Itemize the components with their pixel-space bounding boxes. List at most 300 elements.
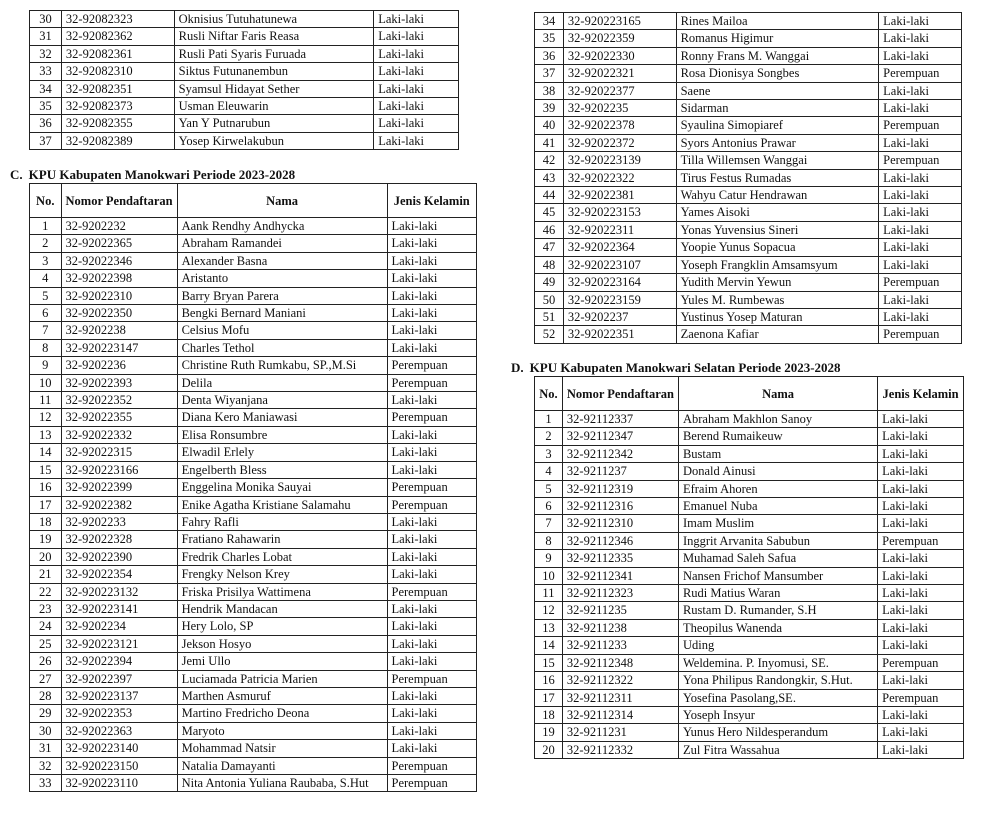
cell-no: 37 <box>535 65 564 82</box>
cell-nama: Sidarman <box>676 100 879 117</box>
cell-jenis-kelamin: Laki-laki <box>879 291 962 308</box>
cell-nomor-pendaftaran: 32-920223139 <box>563 152 676 169</box>
cell-jenis-kelamin: Laki-laki <box>374 45 459 62</box>
table-row <box>30 496 477 513</box>
cell-nomor-pendaftaran: 32-92022352 <box>61 392 177 409</box>
cell-nomor-pendaftaran: 32-92022353 <box>61 705 177 722</box>
table-row <box>535 619 964 636</box>
cell-jenis-kelamin: Laki-laki <box>374 80 459 97</box>
cell-nomor-pendaftaran: 32-92112346 <box>562 532 678 549</box>
cell-nomor-pendaftaran: 32-92022372 <box>563 134 676 151</box>
cell-no: 8 <box>535 532 563 549</box>
cell-jenis-kelamin: Laki-laki <box>387 635 477 652</box>
cell-nama: Denta Wiyanjana <box>177 392 387 409</box>
table-row <box>30 218 477 235</box>
cell-nama: Delila <box>177 374 387 391</box>
cell-nomor-pendaftaran: 32-920223107 <box>563 256 676 273</box>
cell-nama: Hendrik Mandacan <box>177 600 387 617</box>
cell-jenis-kelamin: Laki-laki <box>879 239 962 256</box>
cell-nomor-pendaftaran: 32-92112332 <box>562 741 678 758</box>
cell-jenis-kelamin: Laki-laki <box>387 687 477 704</box>
cell-nama: Nita Antonia Yuliana Raubaba, S.Hut <box>177 775 387 792</box>
cell-nomor-pendaftaran: 32-920223132 <box>61 583 177 600</box>
cell-no: 13 <box>535 619 563 636</box>
cell-nomor-pendaftaran: 32-92112341 <box>562 567 678 584</box>
cell-nomor-pendaftaran: 32-92022365 <box>61 235 177 252</box>
cell-nomor-pendaftaran: 32-92022363 <box>61 722 177 739</box>
table-row <box>535 274 962 291</box>
cell-nama: Theopilus Wanenda <box>678 619 877 636</box>
cell-nomor-pendaftaran: 32-92022330 <box>563 47 676 64</box>
table-row <box>535 515 964 532</box>
cell-nomor-pendaftaran: 32-9211231 <box>562 724 678 741</box>
table-row <box>30 687 477 704</box>
cell-nama: Saene <box>676 82 879 99</box>
cell-no: 10 <box>30 374 62 391</box>
table-row <box>535 256 962 273</box>
cell-jenis-kelamin: Perempuan <box>387 775 477 792</box>
table-row <box>535 654 964 671</box>
section-c-letter: C. <box>10 167 23 182</box>
cell-no: 15 <box>30 461 62 478</box>
table-row <box>30 461 477 478</box>
header-nomor: Nomor Pendaftaran <box>61 184 177 218</box>
cell-nama: Yonas Yuvensius Sineri <box>676 221 879 238</box>
cell-jenis-kelamin: Laki-laki <box>387 600 477 617</box>
cell-nama: Fahry Rafli <box>177 513 387 530</box>
cell-nomor-pendaftaran: 32-92112314 <box>562 706 678 723</box>
cell-nama: Weldemina. P. Inyomusi, SE. <box>678 654 877 671</box>
cell-no: 22 <box>30 583 62 600</box>
cell-nomor-pendaftaran: 32-92022359 <box>563 30 676 47</box>
cell-jenis-kelamin: Laki-laki <box>878 463 964 480</box>
cell-no: 36 <box>30 115 62 132</box>
cell-jenis-kelamin: Laki-laki <box>387 740 477 757</box>
table-row <box>535 65 962 82</box>
cell-nama: Tirus Festus Rumadas <box>676 169 879 186</box>
cell-jenis-kelamin: Laki-laki <box>879 13 962 30</box>
cell-jenis-kelamin: Laki-laki <box>878 411 964 428</box>
table-row <box>30 600 477 617</box>
cell-jenis-kelamin: Laki-laki <box>387 653 477 670</box>
cell-nama: Hery Lolo, SP <box>177 618 387 635</box>
cell-jenis-kelamin: Laki-laki <box>879 204 962 221</box>
cell-nomor-pendaftaran: 32-92112323 <box>562 585 678 602</box>
cell-nama: Berend Rumaikeuw <box>678 428 877 445</box>
table-row <box>30 132 459 149</box>
cell-nama: Yules M. Rumbewas <box>676 291 879 308</box>
cell-no: 9 <box>535 550 563 567</box>
cell-jenis-kelamin: Perempuan <box>387 357 477 374</box>
cell-jenis-kelamin: Laki-laki <box>878 428 964 445</box>
cell-no: 11 <box>535 585 563 602</box>
cell-jenis-kelamin: Perempuan <box>879 152 962 169</box>
cell-nomor-pendaftaran: 32-92022381 <box>563 187 676 204</box>
cell-jenis-kelamin: Laki-laki <box>879 169 962 186</box>
cell-jenis-kelamin: Laki-laki <box>387 426 477 443</box>
cell-nomor-pendaftaran: 32-92082355 <box>61 115 174 132</box>
cell-nomor-pendaftaran: 32-92112310 <box>562 515 678 532</box>
cell-nama: Fratiano Rahawarin <box>177 531 387 548</box>
table-row <box>535 532 964 549</box>
cell-no: 3 <box>535 445 563 462</box>
cell-nama: Romanus Higimur <box>676 30 879 47</box>
cell-nomor-pendaftaran: 32-92022364 <box>563 239 676 256</box>
cell-jenis-kelamin: Perempuan <box>387 496 477 513</box>
section-c-heading <box>10 167 301 183</box>
cell-nomor-pendaftaran: 32-920223153 <box>563 204 676 221</box>
table-row <box>30 339 477 356</box>
table-row <box>30 513 477 530</box>
cell-nama: Abraham Ramandei <box>177 235 387 252</box>
table-row <box>535 308 962 325</box>
cell-nomor-pendaftaran: 32-92022397 <box>61 670 177 687</box>
cell-nomor-pendaftaran: 32-9211235 <box>562 602 678 619</box>
table-row <box>535 637 964 654</box>
cell-nama: Zul Fitra Wassahua <box>678 741 877 758</box>
cell-nama: Syors Antonius Prawar <box>676 134 879 151</box>
cell-no: 6 <box>30 305 62 322</box>
section-d-heading <box>511 360 847 376</box>
cell-nama: Enggelina Monika Sauyai <box>177 479 387 496</box>
cell-jenis-kelamin: Laki-laki <box>387 392 477 409</box>
cell-nama: Siktus Futunanembun <box>174 63 374 80</box>
cell-no: 23 <box>30 600 62 617</box>
cell-nama: Friska Prisilya Wattimena <box>177 583 387 600</box>
cell-no: 11 <box>30 392 62 409</box>
cell-jenis-kelamin: Laki-laki <box>878 672 964 689</box>
cell-no: 30 <box>30 11 62 28</box>
cell-no: 25 <box>30 635 62 652</box>
table-row <box>535 498 964 515</box>
cell-nama: Tilla Willemsen Wanggai <box>676 152 879 169</box>
cell-nomor-pendaftaran: 32-92082373 <box>61 98 174 115</box>
cell-nama: Syaulina Simopiaref <box>676 117 879 134</box>
cell-nomor-pendaftaran: 32-9202236 <box>61 357 177 374</box>
cell-jenis-kelamin: Laki-laki <box>879 30 962 47</box>
table-row <box>30 740 477 757</box>
cell-no: 9 <box>30 357 62 374</box>
cell-jenis-kelamin: Laki-laki <box>878 602 964 619</box>
cell-jenis-kelamin: Laki-laki <box>878 637 964 654</box>
cell-jenis-kelamin: Laki-laki <box>374 98 459 115</box>
cell-jenis-kelamin: Laki-laki <box>374 63 459 80</box>
table-row <box>535 221 962 238</box>
cell-nomor-pendaftaran: 32-920223121 <box>61 635 177 652</box>
cell-no: 1 <box>535 411 563 428</box>
cell-no: 18 <box>30 513 62 530</box>
cell-no: 36 <box>535 47 564 64</box>
table-row <box>535 672 964 689</box>
table-row <box>535 567 964 584</box>
cell-jenis-kelamin: Laki-laki <box>387 218 477 235</box>
cell-nomor-pendaftaran: 32-9211238 <box>562 619 678 636</box>
cell-nama: Yoopie Yunus Sopacua <box>676 239 879 256</box>
table-row <box>30 722 477 739</box>
table-row <box>535 169 962 186</box>
cell-nama: Jekson Hosyo <box>177 635 387 652</box>
cell-no: 38 <box>535 82 564 99</box>
cell-nomor-pendaftaran: 32-92112316 <box>562 498 678 515</box>
table-row <box>535 724 964 741</box>
table-row <box>30 653 477 670</box>
cell-nama: Yudith Mervin Yewun <box>676 274 879 291</box>
cell-nomor-pendaftaran: 32-920223110 <box>61 775 177 792</box>
cell-nomor-pendaftaran: 32-92022377 <box>563 82 676 99</box>
cell-nama: Mohammad Natsir <box>177 740 387 757</box>
cell-nama: Martino Fredricho Deona <box>177 705 387 722</box>
cell-jenis-kelamin: Perempuan <box>387 479 477 496</box>
cell-jenis-kelamin: Laki-laki <box>387 322 477 339</box>
cell-nomor-pendaftaran: 32-92022398 <box>61 270 177 287</box>
cell-no: 14 <box>30 444 62 461</box>
cell-no: 29 <box>30 705 62 722</box>
cell-no: 44 <box>535 187 564 204</box>
table-row <box>30 479 477 496</box>
cell-nomor-pendaftaran: 32-92022332 <box>61 426 177 443</box>
cell-nama: Yona Philipus Randongkir, S.Hut. <box>678 672 877 689</box>
cell-nomor-pendaftaran: 32-920223166 <box>61 461 177 478</box>
cell-nama: Engelberth Bless <box>177 461 387 478</box>
header-nama: Nama <box>177 184 387 218</box>
table-row <box>30 11 459 28</box>
cell-jenis-kelamin: Perempuan <box>878 654 964 671</box>
cell-nomor-pendaftaran: 32-92022351 <box>563 326 676 343</box>
cell-no: 32 <box>30 45 62 62</box>
section-d-letter: D. <box>511 360 524 375</box>
cell-nama: Oknisius Tutuhatunewa <box>174 11 374 28</box>
cell-no: 52 <box>535 326 564 343</box>
cell-jenis-kelamin: Perempuan <box>879 326 962 343</box>
cell-nama: Rusli Niftar Faris Reasa <box>174 28 374 45</box>
cell-jenis-kelamin: Laki-laki <box>878 619 964 636</box>
cell-nama: Zaenona Kafiar <box>676 326 879 343</box>
cell-jenis-kelamin: Laki-laki <box>879 221 962 238</box>
table-row <box>30 28 459 45</box>
cell-nama: Yosefina Pasolang,SE. <box>678 689 877 706</box>
table-row <box>30 705 477 722</box>
cell-no: 34 <box>535 13 564 30</box>
cell-nama: Muhamad Saleh Safua <box>678 550 877 567</box>
table-left-continuation <box>29 10 459 150</box>
table-row <box>535 187 962 204</box>
cell-no: 26 <box>30 653 62 670</box>
cell-no: 12 <box>30 409 62 426</box>
cell-jenis-kelamin: Laki-laki <box>387 513 477 530</box>
cell-no: 14 <box>535 637 563 654</box>
cell-nama: Yustinus Yosep Maturan <box>676 308 879 325</box>
cell-no: 35 <box>535 30 564 47</box>
cell-no: 13 <box>30 426 62 443</box>
cell-nama: Bengki Bernard Maniani <box>177 305 387 322</box>
cell-nomor-pendaftaran: 32-920223164 <box>563 274 676 291</box>
header-nama: Nama <box>678 377 877 411</box>
table-row <box>30 426 477 443</box>
cell-no: 46 <box>535 221 564 238</box>
cell-no: 20 <box>30 548 62 565</box>
cell-nomor-pendaftaran: 32-920223159 <box>563 291 676 308</box>
cell-no: 10 <box>535 567 563 584</box>
cell-jenis-kelamin: Laki-laki <box>387 618 477 635</box>
table-row <box>535 47 962 64</box>
cell-no: 19 <box>535 724 563 741</box>
cell-jenis-kelamin: Laki-laki <box>878 706 964 723</box>
table-row <box>30 775 477 792</box>
cell-nama: Rustam D. Rumander, S.H <box>678 602 877 619</box>
cell-nama: Yan Y Putnarubun <box>174 115 374 132</box>
table-row <box>30 566 477 583</box>
cell-nomor-pendaftaran: 32-920223141 <box>61 600 177 617</box>
table-row <box>30 270 477 287</box>
cell-no: 50 <box>535 291 564 308</box>
cell-nomor-pendaftaran: 32-92112348 <box>562 654 678 671</box>
header-nomor: Nomor Pendaftaran <box>562 377 678 411</box>
cell-jenis-kelamin: Laki-laki <box>387 252 477 269</box>
cell-nama: Barry Bryan Parera <box>177 287 387 304</box>
table-row <box>535 291 962 308</box>
cell-jenis-kelamin: Laki-laki <box>878 567 964 584</box>
table-row <box>535 428 964 445</box>
cell-jenis-kelamin: Perempuan <box>879 65 962 82</box>
cell-jenis-kelamin: Laki-laki <box>878 741 964 758</box>
cell-nama: Nansen Frichof Mansumber <box>678 567 877 584</box>
cell-jenis-kelamin: Laki-laki <box>878 515 964 532</box>
cell-no: 43 <box>535 169 564 186</box>
cell-nama: Inggrit Arvanita Sabubun <box>678 532 877 549</box>
cell-no: 16 <box>535 672 563 689</box>
cell-no: 27 <box>30 670 62 687</box>
table-row <box>30 409 477 426</box>
table-row <box>535 463 964 480</box>
cell-nama: Ronny Frans M. Wanggai <box>676 47 879 64</box>
cell-jenis-kelamin: Perempuan <box>879 274 962 291</box>
cell-nama: Uding <box>678 637 877 654</box>
cell-jenis-kelamin: Perempuan <box>879 117 962 134</box>
cell-nama: Marthen Asmuruf <box>177 687 387 704</box>
cell-nama: Aank Rendhy Andhycka <box>177 218 387 235</box>
cell-nomor-pendaftaran: 32-92022350 <box>61 305 177 322</box>
cell-jenis-kelamin: Laki-laki <box>879 256 962 273</box>
cell-nama: Yosep Kirwelakubun <box>174 132 374 149</box>
cell-nama: Yunus Hero Nildesperandum <box>678 724 877 741</box>
cell-jenis-kelamin: Laki-laki <box>387 705 477 722</box>
table-row <box>30 322 477 339</box>
table-row <box>535 326 962 343</box>
header-jenis: Jenis Kelamin <box>387 184 477 218</box>
cell-no: 18 <box>535 706 563 723</box>
table-section-c <box>29 183 477 792</box>
cell-nama: Luciamada Patricia Marien <box>177 670 387 687</box>
cell-jenis-kelamin: Laki-laki <box>374 28 459 45</box>
cell-nomor-pendaftaran: 32-92022328 <box>61 531 177 548</box>
cell-nama: Wahyu Catur Hendrawan <box>676 187 879 204</box>
cell-no: 40 <box>535 117 564 134</box>
cell-jenis-kelamin: Perempuan <box>387 757 477 774</box>
table-row <box>30 635 477 652</box>
cell-nomor-pendaftaran: 32-9202232 <box>61 218 177 235</box>
cell-no: 16 <box>30 479 62 496</box>
cell-nama: Emanuel Nuba <box>678 498 877 515</box>
cell-nomor-pendaftaran: 32-920223140 <box>61 740 177 757</box>
cell-nomor-pendaftaran: 32-92022315 <box>61 444 177 461</box>
cell-no: 15 <box>535 654 563 671</box>
cell-no: 51 <box>535 308 564 325</box>
cell-nomor-pendaftaran: 32-92082351 <box>61 80 174 97</box>
cell-jenis-kelamin: Laki-laki <box>387 287 477 304</box>
cell-jenis-kelamin: Laki-laki <box>878 498 964 515</box>
cell-nama: Imam Muslim <box>678 515 877 532</box>
cell-no: 31 <box>30 28 62 45</box>
table-row <box>30 670 477 687</box>
cell-nomor-pendaftaran: 32-920223150 <box>61 757 177 774</box>
cell-no: 35 <box>30 98 62 115</box>
cell-jenis-kelamin: Laki-laki <box>879 308 962 325</box>
cell-no: 12 <box>535 602 563 619</box>
cell-jenis-kelamin: Laki-laki <box>879 47 962 64</box>
cell-nomor-pendaftaran: 32-92022393 <box>61 374 177 391</box>
cell-nama: Syamsul Hidayat Sether <box>174 80 374 97</box>
cell-no: 19 <box>30 531 62 548</box>
table-row <box>30 444 477 461</box>
cell-no: 5 <box>535 480 563 497</box>
cell-no: 21 <box>30 566 62 583</box>
cell-nama: Yoseph Frangklin Amsamsyum <box>676 256 879 273</box>
cell-nomor-pendaftaran: 32-92112347 <box>562 428 678 445</box>
cell-no: 39 <box>535 100 564 117</box>
cell-nomor-pendaftaran: 32-92112322 <box>562 672 678 689</box>
cell-jenis-kelamin: Laki-laki <box>387 305 477 322</box>
table-row <box>30 618 477 635</box>
table-row <box>30 757 477 774</box>
cell-nomor-pendaftaran: 32-92082362 <box>61 28 174 45</box>
table-row <box>30 235 477 252</box>
cell-nama: Usman Eleuwarin <box>174 98 374 115</box>
cell-jenis-kelamin: Perempuan <box>387 670 477 687</box>
cell-nomor-pendaftaran: 32-92112311 <box>562 689 678 706</box>
cell-no: 17 <box>535 689 563 706</box>
cell-nomor-pendaftaran: 32-92112337 <box>562 411 678 428</box>
cell-nomor-pendaftaran: 32-920223165 <box>563 13 676 30</box>
cell-jenis-kelamin: Laki-laki <box>878 445 964 462</box>
cell-jenis-kelamin: Perempuan <box>387 409 477 426</box>
section-c-title: KPU Kabupaten Manokwari Periode 2023-2028 <box>28 167 296 182</box>
cell-jenis-kelamin: Laki-laki <box>387 444 477 461</box>
cell-no: 20 <box>535 741 563 758</box>
table-row <box>535 741 964 758</box>
cell-nama: Alexander Basna <box>177 252 387 269</box>
table-row <box>535 445 964 462</box>
cell-jenis-kelamin: Laki-laki <box>387 566 477 583</box>
cell-jenis-kelamin: Laki-laki <box>374 132 459 149</box>
cell-nomor-pendaftaran: 32-92022311 <box>563 221 676 238</box>
table-row <box>30 80 459 97</box>
cell-jenis-kelamin: Laki-laki <box>387 339 477 356</box>
cell-nomor-pendaftaran: 32-92022346 <box>61 252 177 269</box>
cell-no: 1 <box>30 218 62 235</box>
cell-jenis-kelamin: Laki-laki <box>878 480 964 497</box>
cell-nama: Rudi Matius Waran <box>678 585 877 602</box>
cell-nomor-pendaftaran: 32-92082323 <box>61 11 174 28</box>
table-row <box>30 115 459 132</box>
cell-nomor-pendaftaran: 32-9202233 <box>61 513 177 530</box>
cell-no: 4 <box>30 270 62 287</box>
cell-no: 5 <box>30 287 62 304</box>
cell-nama: Jemi Ullo <box>177 653 387 670</box>
cell-jenis-kelamin: Laki-laki <box>387 461 477 478</box>
cell-no: 33 <box>30 775 62 792</box>
cell-no: 31 <box>30 740 62 757</box>
cell-no: 7 <box>535 515 563 532</box>
